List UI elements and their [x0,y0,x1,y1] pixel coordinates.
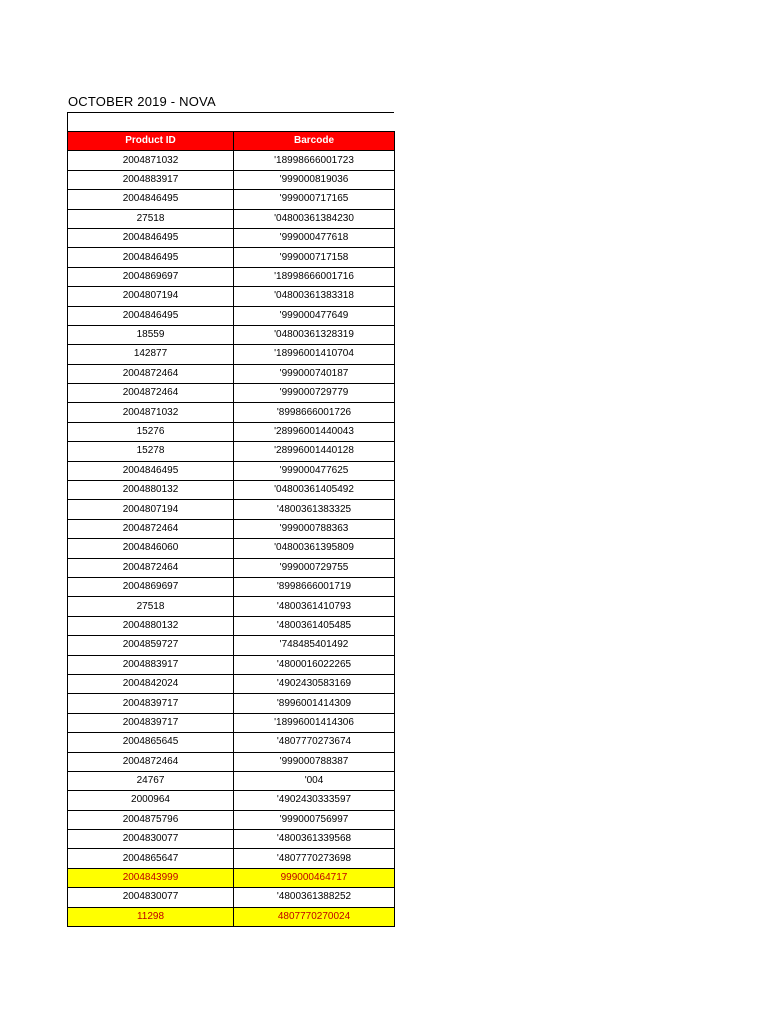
barcode-cell[interactable]: '4902430333597 [234,791,395,810]
product-id-cell[interactable]: 2004872464 [68,519,234,538]
table-row [68,190,395,209]
barcode-cell[interactable]: '18996001414306 [234,713,395,732]
table-row [68,539,395,558]
product-id-cell[interactable]: 2004839717 [68,694,234,713]
barcode-cell[interactable]: '4807770273674 [234,733,395,752]
barcode-cell[interactable]: '999000729779 [234,384,395,403]
table-row [68,151,395,170]
barcode-cell[interactable]: '28996001440043 [234,422,395,441]
table-row [68,267,395,286]
product-id-cell[interactable]: 2004865645 [68,733,234,752]
product-id-cell[interactable]: 2004869697 [68,577,234,596]
table-body [68,151,395,927]
barcode-cell[interactable]: '04800361384230 [234,209,395,228]
product-id-cell[interactable]: 24767 [68,771,234,790]
table-row [68,636,395,655]
table-row [68,771,395,790]
product-id-cell[interactable]: 2004839717 [68,713,234,732]
table-row [68,888,395,907]
product-id-cell[interactable]: 142877 [68,345,234,364]
barcode-cell[interactable]: '004 [234,771,395,790]
table-row [68,325,395,344]
barcode-cell[interactable]: '04800361395809 [234,539,395,558]
product-id-cell[interactable]: 2004807194 [68,500,234,519]
table-row [68,674,395,693]
barcode-cell[interactable]: '8998666001719 [234,577,395,596]
table-row-highlighted [68,907,395,926]
table-row [68,209,395,228]
product-id-cell[interactable]: 2004807194 [68,287,234,306]
product-id-cell[interactable]: 15276 [68,422,234,441]
table-row [68,228,395,247]
product-id-cell[interactable]: 2004871032 [68,151,234,170]
product-id-cell[interactable]: 2004846495 [68,248,234,267]
spacer-row-border [67,112,68,132]
table-row [68,170,395,189]
barcode-cell[interactable]: '18998666001716 [234,267,395,286]
product-id-cell[interactable]: 2004830077 [68,888,234,907]
product-id-cell[interactable]: 2004883917 [68,655,234,674]
product-id-cell[interactable]: 2004842024 [68,674,234,693]
product-id-cell[interactable]: 2004872464 [68,384,234,403]
barcode-cell[interactable]: '8996001414309 [234,694,395,713]
barcode-cell[interactable]: '8998666001726 [234,403,395,422]
product-id-cell[interactable]: 2000964 [68,791,234,810]
table-row [68,558,395,577]
table-row [68,733,395,752]
barcode-cell[interactable]: 999000464717 [234,868,395,887]
product-barcode-table [67,131,395,927]
table-header-row [68,132,395,151]
product-id-cell[interactable]: 2004846495 [68,228,234,247]
table-row [68,791,395,810]
table-row [68,422,395,441]
barcode-cell[interactable]: '999000477649 [234,306,395,325]
barcode-cell[interactable]: '999000788363 [234,519,395,538]
barcode-cell[interactable]: '4800361405485 [234,616,395,635]
barcode-cell[interactable]: '4800361339568 [234,830,395,849]
product-id-cell[interactable]: 2004869697 [68,267,234,286]
product-id-cell[interactable]: 2004865647 [68,849,234,868]
table-row [68,287,395,306]
barcode-cell[interactable]: '999000740187 [234,364,395,383]
barcode-cell[interactable]: '4800361410793 [234,597,395,616]
product-id-cell[interactable]: 11298 [68,907,234,926]
table-row [68,384,395,403]
sheet-title: OCTOBER 2019 - NOVA [68,94,216,109]
product-id-cell[interactable]: 18559 [68,325,234,344]
table-row [68,345,395,364]
product-id-cell[interactable]: 2004872464 [68,752,234,771]
barcode-cell[interactable]: '4800361388252 [234,888,395,907]
barcode-cell[interactable]: '04800361328319 [234,325,395,344]
barcode-cell[interactable]: '999000756997 [234,810,395,829]
product-id-cell[interactable]: 2004871032 [68,403,234,422]
table-row [68,306,395,325]
table-row [68,481,395,500]
table-row [68,830,395,849]
table-row [68,849,395,868]
table-row [68,616,395,635]
barcode-cell[interactable]: '4800361383325 [234,500,395,519]
barcode-cell[interactable]: '28996001440128 [234,442,395,461]
barcode-cell[interactable]: '4902430583169 [234,674,395,693]
barcode-cell[interactable]: '999000788387 [234,752,395,771]
product-id-cell[interactable]: 2004843999 [68,868,234,887]
product-id-cell[interactable]: 2004846495 [68,306,234,325]
product-id-cell[interactable]: 2004875796 [68,810,234,829]
table-row [68,500,395,519]
table-row [68,461,395,480]
product-id-cell[interactable]: 2004883917 [68,170,234,189]
table-row [68,364,395,383]
barcode-cell[interactable]: '999000729755 [234,558,395,577]
table-row [68,597,395,616]
barcode-cell[interactable]: '748485401492 [234,636,395,655]
product-id-cell[interactable]: 2004872464 [68,558,234,577]
product-id-cell[interactable]: 2004859727 [68,636,234,655]
barcode-cell[interactable]: 4807770270024 [234,907,395,926]
barcode-cell[interactable]: '18998666001723 [234,151,395,170]
barcode-cell[interactable]: '999000717165 [234,190,395,209]
barcode-cell[interactable]: '04800361405492 [234,481,395,500]
table-row-highlighted [68,868,395,887]
product-id-cell[interactable]: 27518 [68,597,234,616]
table-row [68,752,395,771]
product-id-header[interactable]: Product ID [68,132,234,151]
product-id-cell[interactable]: 2004846495 [68,190,234,209]
barcode-cell[interactable]: '999000819036 [234,170,395,189]
table-row [68,810,395,829]
barcode-cell[interactable]: '999000477618 [234,228,395,247]
table-row [68,403,395,422]
barcode-cell[interactable]: '18996001410704 [234,345,395,364]
barcode-cell[interactable]: '999000717158 [234,248,395,267]
barcode-cell[interactable]: '04800361383318 [234,287,395,306]
product-id-cell[interactable]: 2004880132 [68,616,234,635]
barcode-cell[interactable]: '999000477625 [234,461,395,480]
table-row [68,442,395,461]
table-row [68,519,395,538]
product-id-cell[interactable]: 2004846060 [68,539,234,558]
table-row [68,577,395,596]
barcode-header[interactable]: Barcode [234,132,395,151]
product-id-cell[interactable]: 2004830077 [68,830,234,849]
barcode-cell[interactable]: '4800016022265 [234,655,395,674]
product-id-cell[interactable]: 2004846495 [68,461,234,480]
product-id-cell[interactable]: 15278 [68,442,234,461]
table-row [68,248,395,267]
product-id-cell[interactable]: 27518 [68,209,234,228]
product-id-cell[interactable]: 2004880132 [68,481,234,500]
title-divider [67,112,394,113]
barcode-cell[interactable]: '4807770273698 [234,849,395,868]
table-row [68,694,395,713]
table-row [68,713,395,732]
table-row [68,655,395,674]
product-id-cell[interactable]: 2004872464 [68,364,234,383]
